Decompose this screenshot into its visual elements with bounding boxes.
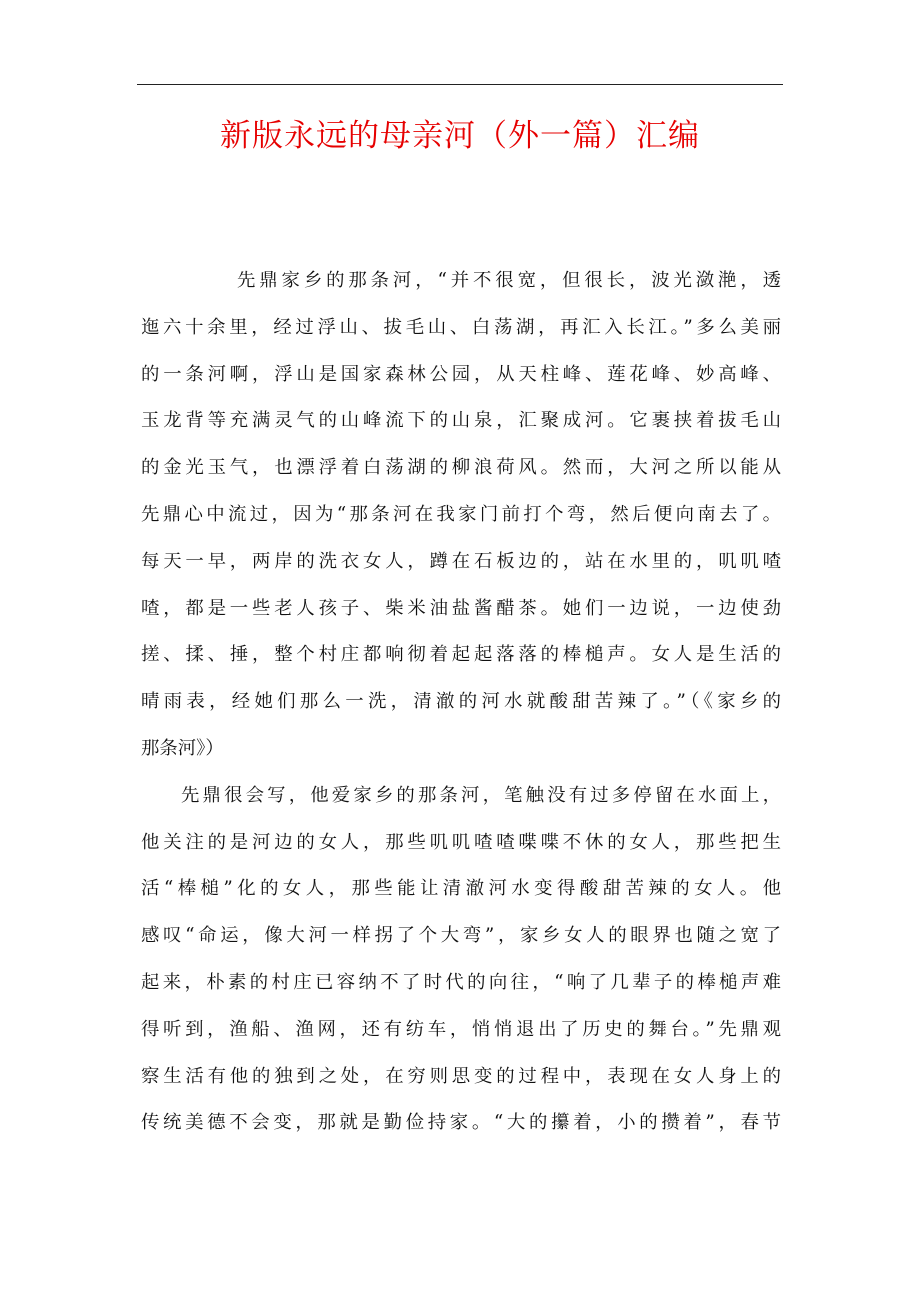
text-line: 他关注的是河边的女人，那些叽叽喳喳喋喋不休的女人，那些把生 <box>141 831 781 853</box>
text-line: 起来，朴素的村庄已容纳不了时代的向往，“响了几辈子的棒槌声难 <box>141 971 781 993</box>
paragraph-2 <box>141 773 781 1147</box>
document-title: 新版永远的母亲河（外一篇）汇编 <box>220 118 700 154</box>
text-line: 感叹“命运，像大河一样拐了个大弯”，家乡女人的眼界也随之宽了 <box>141 925 781 947</box>
text-line: 察生活有他的独到之处，在穷则思变的过程中，表现在女人身上的 <box>141 1065 781 1087</box>
text-line: 的一条河啊，浮山是国家森林公园，从天柱峰、莲花峰、妙高峰、 <box>141 363 781 385</box>
text-line: 喳，都是一些老人孩子、柴米油盐酱醋茶。她们一边说，一边使劲 <box>141 597 781 619</box>
text-line: 先鼎心中流过，因为“那条河在我家门前打个弯，然后便向南去了。 <box>141 503 781 525</box>
document-body <box>141 258 781 1147</box>
text-line: 先鼎很会写，他爱家乡的那条河，笔触没有过多停留在水面上， <box>181 784 781 806</box>
text-line: 每天一早，两岸的洗衣女人，蹲在石板边的，站在水里的，叽叽喳 <box>141 550 781 572</box>
header-rule <box>137 84 783 85</box>
text-line: 迤六十余里，经过浮山、拔毛山、白荡湖，再汇入长江。”多么美丽 <box>141 316 781 338</box>
text-line: 搓、揉、捶，整个村庄都响彻着起起落落的棒槌声。女人是生活的 <box>141 644 781 666</box>
text-line: 的金光玉气，也漂浮着白荡湖的柳浪荷风。然而，大河之所以能从 <box>141 457 781 479</box>
text-line: 活“棒槌”化的女人，那些能让清澈河水变得酸甜苦辣的女人。他 <box>141 878 781 900</box>
paragraph-1 <box>141 258 781 773</box>
text-line: 那条河》） <box>141 737 224 759</box>
text-line: 得听到，渔船、渔网，还有纺车，悄悄退出了历史的舞台。”先鼎观 <box>141 1018 781 1040</box>
text-line: 先鼎家乡的那条河，“并不很宽，但很长，波光潋滟，透 <box>237 270 781 291</box>
text-line: 传统美德不会变，那就是勤俭持家。“大的攥着，小的攒着”，春节 <box>141 1112 781 1134</box>
text-line: 晴雨表，经她们那么一洗，清澈的河水就酸甜苦辣了。”（《家乡的 <box>141 691 781 713</box>
text-line: 玉龙背等充满灵气的山峰流下的山泉，汇聚成河。它裹挟着拔毛山 <box>141 410 781 432</box>
